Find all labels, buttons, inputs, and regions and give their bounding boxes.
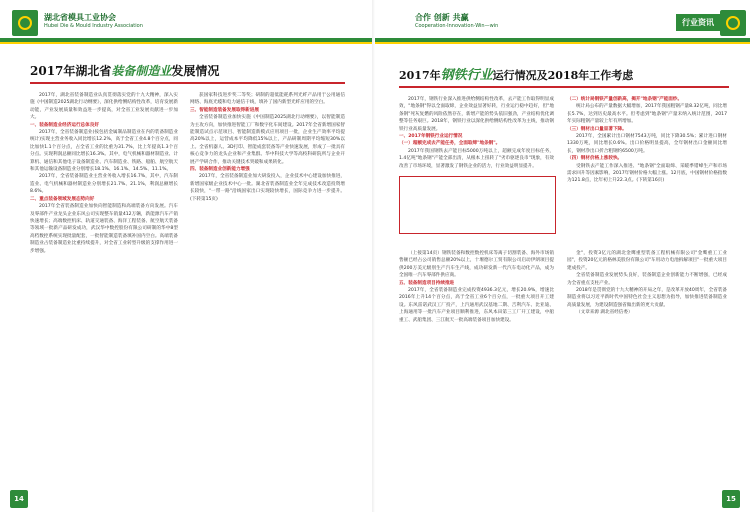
paragraph: 2017年，全国累计出口钢材7543万吨，同比下降30.5%；累计进口钢材1330万吨，同比增长0.6%。出口价格明显提高，全年钢材出口金额同比增长，钢材净出口折合粗钢约6500万吨。 (567, 134, 727, 154)
section-heading: 四、装备制造业创新能力增强 (190, 167, 250, 173)
page-number-right (722, 483, 740, 508)
page-label-left: 湖北模具 (11, 483, 27, 488)
paragraph: 全省装备制造业发展势头良好，装备制造企业创新能力不断增强，已经成为全省重点支柱产业。 (567, 273, 727, 286)
slogan-en: Cooperation·Innovation·Win—win (415, 23, 499, 29)
page-label-right: 湖北模具 (723, 483, 739, 488)
section-heading: 一、2017年钢铁行业运行情况 (399, 134, 463, 140)
paragraph: 2017年，全省装备制造业主营业务收入增长16.7%，其中，汽车制造业、电气机械和器材制造业分别增长21.7%、21.1%，利润总额增长8.6%。 (30, 174, 178, 195)
section-heading: （四）钢材价格上涨较快。 (567, 156, 623, 162)
header-yellow-strip (0, 42, 375, 44)
slogan-cn: 合作 创新 共赢 (415, 13, 469, 22)
paragraph: 2017年，湖北省装备制造业认真贯彻落实党的十九大精神，深入实施《中国制造2025湖北行动纲要》，深化供给侧结构性改革，培育发展新动能，产业发展质量和效益进一步提高，对全省工业发展贡献进一步加大。 (30, 93, 178, 121)
right-lower-column-1 (399, 250, 554, 478)
left-column-1 (30, 92, 178, 480)
section-heading: （三）钢材出口量显著下降。 (567, 126, 627, 132)
paragraph: 受钢铁去产能工作深入推进、"地条钢"全面取缔、采暖季错峰生产和市场需求回升等因素影响，2017年钢材价格大幅上涨。12月底，中国钢材价格指数为121.8点，比年初上升22.3点。(下转第16页) (567, 163, 727, 184)
right-lower-column-2 (567, 250, 727, 478)
title-accent: 钢铁行业 (440, 68, 493, 83)
section-heading: 五、装备制造项目持续推进 (399, 280, 455, 286)
paragraph: 统计局公布的产量数据大幅增加，2017年我国粗钢产量8.32亿吨，同比增长5.7%，达到历史最高水平。但考虑到"地条钢"产量未纳入统计范围，2017年实际粗钢产量较上年有所增加。 (567, 104, 727, 125)
section-heading: 二、重点装备领域发展态势向好 (30, 196, 95, 202)
right-header (415, 12, 498, 40)
highlight-box (399, 176, 556, 234)
paragraph: 获国家科技进步奖二等奖；研制的超低能耗系列光纤产品用于公用通信网络、海底光缆和电力通信干线，填补了国内新型光纤应用的空白。 (190, 93, 345, 106)
left-header (44, 12, 143, 40)
title-rule-right (399, 86, 729, 88)
paragraph: （上接第14页）钢铁装备和数控数控机床等离子切割装备、海外市场销售额已经占公司销售总额20%以上，十堰德尔工贸有限公司启动伊朗项目提供200万美元级别生产汽车生产线，成功研发新一代汽车电动化产品，成为全国唯一汽车零部件供应商。 (399, 251, 554, 279)
section-heading: 三、智能制造装备发展取得新进展 (190, 107, 259, 113)
left-article-title (30, 62, 360, 79)
right-page (375, 0, 750, 512)
title-part-1: 2017年 (399, 69, 441, 82)
paragraph: 2018年是贯彻党的十九大精神的开局之年，是改革开放40周年，全省装备制造业将以习近平新时代中国特色社会主义思想为指导，加快推进装备制造业高质量发展，为建设制造强省做出新的更大贡献。 (567, 288, 727, 308)
header-title-cn: 湖北省模具工业协会 (44, 13, 116, 22)
paragraph: 2017年我国钢铁去产能目标5000万吨以上，超额完成年度目标任务，1.4亿吨"地条钢"产能全部出清，从根本上扭转了"劣币驱逐良币"现象，有效改善了市场环境，显著激发了钢铁企业的活力，行业效益明显提升。 (399, 148, 554, 169)
section-heading: （一）超额完成去产能任务，全面取缔"地条钢"。 (399, 141, 501, 147)
section-heading: （二）统计局钢铁产量创新高，揭开"地条钢"产能面纱。 (567, 97, 683, 102)
section-tag: 行业资讯 (676, 14, 720, 31)
paragraph: 2017年，钢铁行业深入推进供给侧结构性改革，去产能工作取得明显成效，"地条钢"得以全面取缔，企业效益显著好转，行业运行稳中趋好，但"地条钢"死灰复燃的风险依然存在，新增产能的势头依旧强劲，产业结构优化调整等任务艰巨。2018年，钢铁行业以深化供给侧结构性改革为主线，推动钢铁行业高质量发展。 (399, 97, 554, 132)
paragraph: 2017年，全省装备制造业完成投资4936.3亿元，增长20.9%，增速比2016年上升14个百分点，高于全省工业6个百分点，一批重大项目开工建设。东风雷诺武汉工厂投产，上汽通用武汉基地二期、吉利汽车、比亚迪、上海通用等一批汽车产业项目顺利推进，东风本田第三工厂开工建设，中船重工、武船集团、三江航天一批高端装备项目加快建设。 (399, 288, 554, 323)
section-heading: 一、装备制造业经济运行总体良好 (30, 122, 99, 128)
header-yellow-strip-right (375, 42, 750, 44)
page-number-text-right: 15 (726, 495, 736, 503)
left-column-2 (190, 92, 345, 480)
title-part-1: 2017年湖北省 (30, 64, 112, 78)
title-accent: 装备制造业 (111, 64, 172, 78)
header-title-en: Hubei Die & Mould Industry Association (44, 23, 143, 29)
paragraph: 全省装备制造业加快实施《中国制造2025湖北行动纲要》，以智能制造为主攻方向，加快推进智能工厂和数字化车间建设。2017年全省新增国家智能制造试点示范项目、智能制造新模式应用项目一批，企业生产效率平均提高20%以上，运营成本平均降低15%以上，产品研制周期平均缩短30%以上。全省机器人、3D打印、智能成套装备等产业快速发展，形成了一批具有核心竞争力的龙头企业和产业集群。华中科技大学等高校科研院所与企业开展产学研合作，推动关键技术突破和成果转化。 (190, 115, 345, 165)
association-logo-right (720, 10, 746, 36)
page-number-text-left: 14 (14, 495, 24, 503)
paragraph: 2017年全省装备制造业加快向智能制造和高端装备方向发展。汽车及零部件产业龙头企业东风公司实现整车销量412万辆，新能源汽车产销快速增长；高端数控机床、轨道交通装备、海洋工程装备、航空航天装备等领域一批新产品研发成功，武汉华中数控股份有限公司研制的华中8型高档数控系统实现批量配套，一批智能制造装备填补国内空白。高端装备制造业占装备制造业比重持续提升，对全省工业转型升级的支撑作用进一步增强。 (30, 204, 178, 254)
title-part-2: 发展情况 (171, 64, 220, 78)
right-column-2 (567, 96, 727, 236)
paragraph: （文章来源 湖北省经信委） (576, 310, 633, 316)
right-article-title (399, 64, 729, 83)
association-logo (12, 10, 38, 36)
paragraph: 金"，投资3亿元的湖北金鹰重型装备工程机械有限公司"金鹰重工工业园"，投资20亿元的格林美股份有限公司"车用动力电池拆解项目"一批重大项目建成投产。 (567, 251, 727, 271)
title-part-2: 运行情况及2018年工作考虑 (492, 69, 634, 82)
page-number-left (10, 483, 28, 508)
title-rule (30, 82, 345, 84)
paragraph: 2017年，全省装备制造业(按包括金属制品制造业在内的装备制造业统计)实现主营业务收入同比增长12.2%，高于全省工业4.8个百分点，同比加快1.1个百分点，占全省工业的比重为31.7%，比上年提高1.3个百分点。实现利润总额同比增长16.3%。其中，电气机械和器材制造业、计算机、通信和其他电子设备制造业、汽车制造业、铁路、船舶、航空航天和其他运输设备制造业分别增长18.1%、16.1%、14.5%、11.1%。 (30, 130, 178, 173)
paragraph: 2017年，全省装备制造业加大研发投入，企业技术中心建设加快推进，新增国家级企业技术中心一批。湖北省装备制造业全年完成技术改造投资增长较快，"一带一路"沿线国家出口实现较快增长，国际竞争力进一步提升。(下转第15页) (190, 174, 345, 202)
